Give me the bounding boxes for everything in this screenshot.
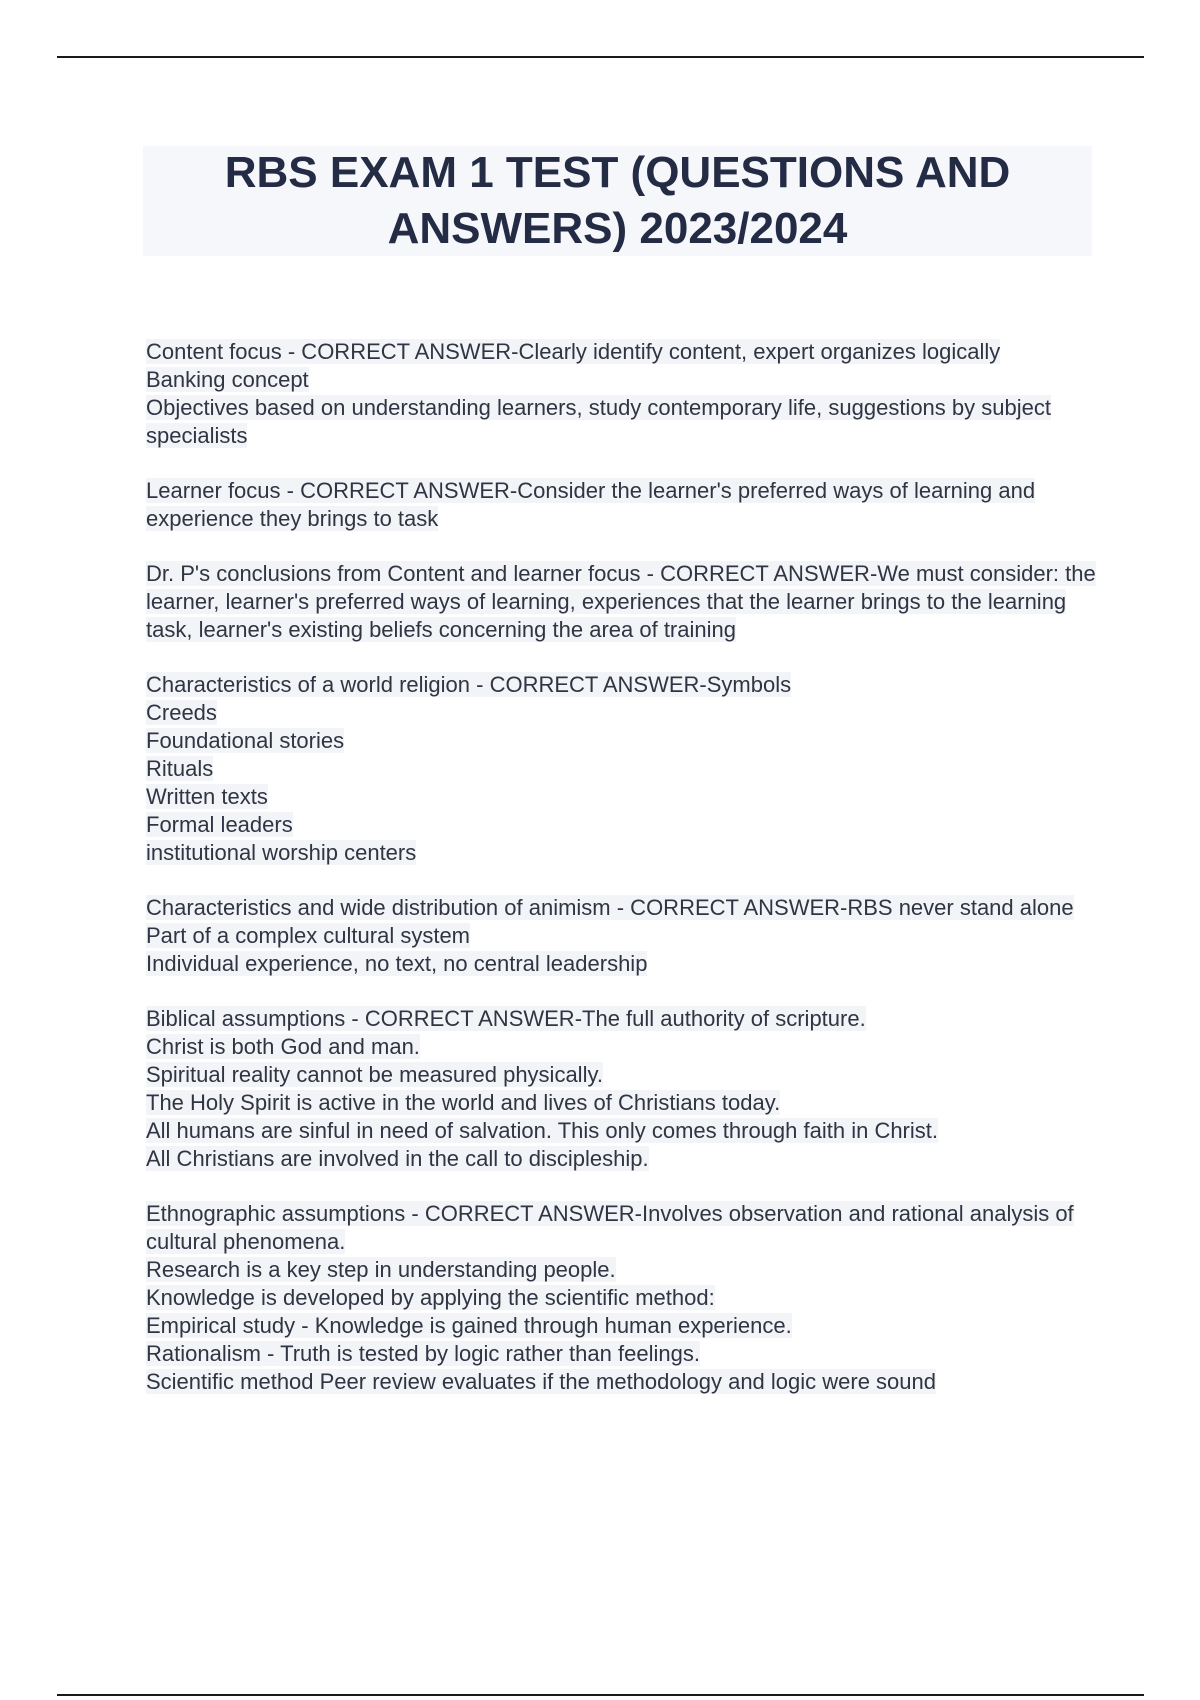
title-banner (143, 146, 1092, 256)
qa-text: Characteristics of a world religion - CORRECT ANSWER-Symbols (146, 672, 792, 697)
qa-text: The Holy Spirit is active in the world and lives of Christians today. (146, 1090, 781, 1115)
qa-line (146, 1033, 1106, 1061)
qa-text: Empirical study - Knowledge is gained through human experience. (146, 1313, 792, 1338)
qa-line (146, 811, 1106, 839)
qa-line (146, 1256, 1106, 1284)
qa-entry (146, 477, 1106, 533)
qa-entry (146, 894, 1106, 978)
qa-line (146, 366, 1106, 394)
qa-line (146, 699, 1106, 727)
page-title: RBS EXAM 1 TEST (QUESTIONS AND ANSWERS) 2023/2024 (224, 148, 1011, 253)
qa-text: Objectives based on understanding learners, study contemporary life, suggestions by subject specialists (146, 395, 1051, 448)
qa-line (146, 671, 1106, 699)
qa-line (146, 894, 1106, 922)
qa-list (146, 338, 1106, 1423)
qa-text: Spiritual reality cannot be measured physically. (146, 1062, 603, 1087)
qa-text: Formal leaders (146, 812, 293, 837)
qa-text: Knowledge is developed by applying the scientific method: (146, 1285, 715, 1310)
qa-text: Written texts (146, 784, 268, 809)
qa-line (146, 1200, 1106, 1256)
qa-line (146, 1117, 1106, 1145)
qa-text: Banking concept (146, 367, 309, 392)
qa-line (146, 755, 1106, 783)
qa-text: Part of a complex cultural system (146, 923, 471, 948)
qa-text: Creeds (146, 700, 217, 725)
qa-text: Dr. P's conclusions from Content and learner focus - CORRECT ANSWER-We must consider: the learner, learner's preferred ways of learning, experiences that the learner brings to the learning task, learner's existing beliefs concerning the area of training (146, 561, 1096, 642)
top-rule (57, 56, 1144, 58)
qa-line (146, 1368, 1106, 1396)
qa-entry (146, 560, 1106, 644)
qa-line (146, 1061, 1106, 1089)
qa-text: Individual experience, no text, no central leadership (146, 951, 648, 976)
qa-line (146, 1005, 1106, 1033)
qa-text: Content focus - CORRECT ANSWER-Clearly identify content, expert organizes logically (146, 339, 1001, 364)
qa-entry (146, 1005, 1106, 1173)
qa-text: Rituals (146, 756, 214, 781)
qa-text: Characteristics and wide distribution of animism - CORRECT ANSWER-RBS never stand alone (146, 895, 1074, 920)
qa-text: institutional worship centers (146, 840, 417, 865)
qa-text: Scientific method Peer review evaluates if the methodology and logic were sound (146, 1369, 937, 1394)
qa-line (146, 950, 1106, 978)
qa-line (146, 338, 1106, 366)
qa-text: Learner focus - CORRECT ANSWER-Consider the learner's preferred ways of learning and experience they brings to task (146, 478, 1036, 531)
qa-text: All humans are sinful in need of salvation. This only comes through faith in Christ. (146, 1118, 938, 1143)
qa-line (146, 1312, 1106, 1340)
qa-line (146, 783, 1106, 811)
qa-entry (146, 338, 1106, 450)
qa-entry (146, 671, 1106, 867)
qa-line (146, 1089, 1106, 1117)
qa-text: Ethnographic assumptions - CORRECT ANSWER-Involves observation and rational analysis of cultural phenomena. (146, 1201, 1074, 1254)
qa-line (146, 1284, 1106, 1312)
qa-line (146, 477, 1106, 533)
qa-line (146, 1145, 1106, 1173)
qa-line (146, 839, 1106, 867)
bottom-rule (57, 1694, 1144, 1696)
qa-text: Research is a key step in understanding people. (146, 1257, 616, 1282)
qa-text: Rationalism - Truth is tested by logic rather than feelings. (146, 1341, 700, 1366)
qa-text: Biblical assumptions - CORRECT ANSWER-The full authority of scripture. (146, 1006, 866, 1031)
qa-line (146, 560, 1106, 644)
qa-text: Foundational stories (146, 728, 345, 753)
qa-entry (146, 1200, 1106, 1396)
qa-line (146, 727, 1106, 755)
qa-text: Christ is both God and man. (146, 1034, 420, 1059)
qa-line (146, 922, 1106, 950)
qa-line (146, 394, 1106, 450)
qa-text: All Christians are involved in the call to discipleship. (146, 1146, 649, 1171)
qa-line (146, 1340, 1106, 1368)
